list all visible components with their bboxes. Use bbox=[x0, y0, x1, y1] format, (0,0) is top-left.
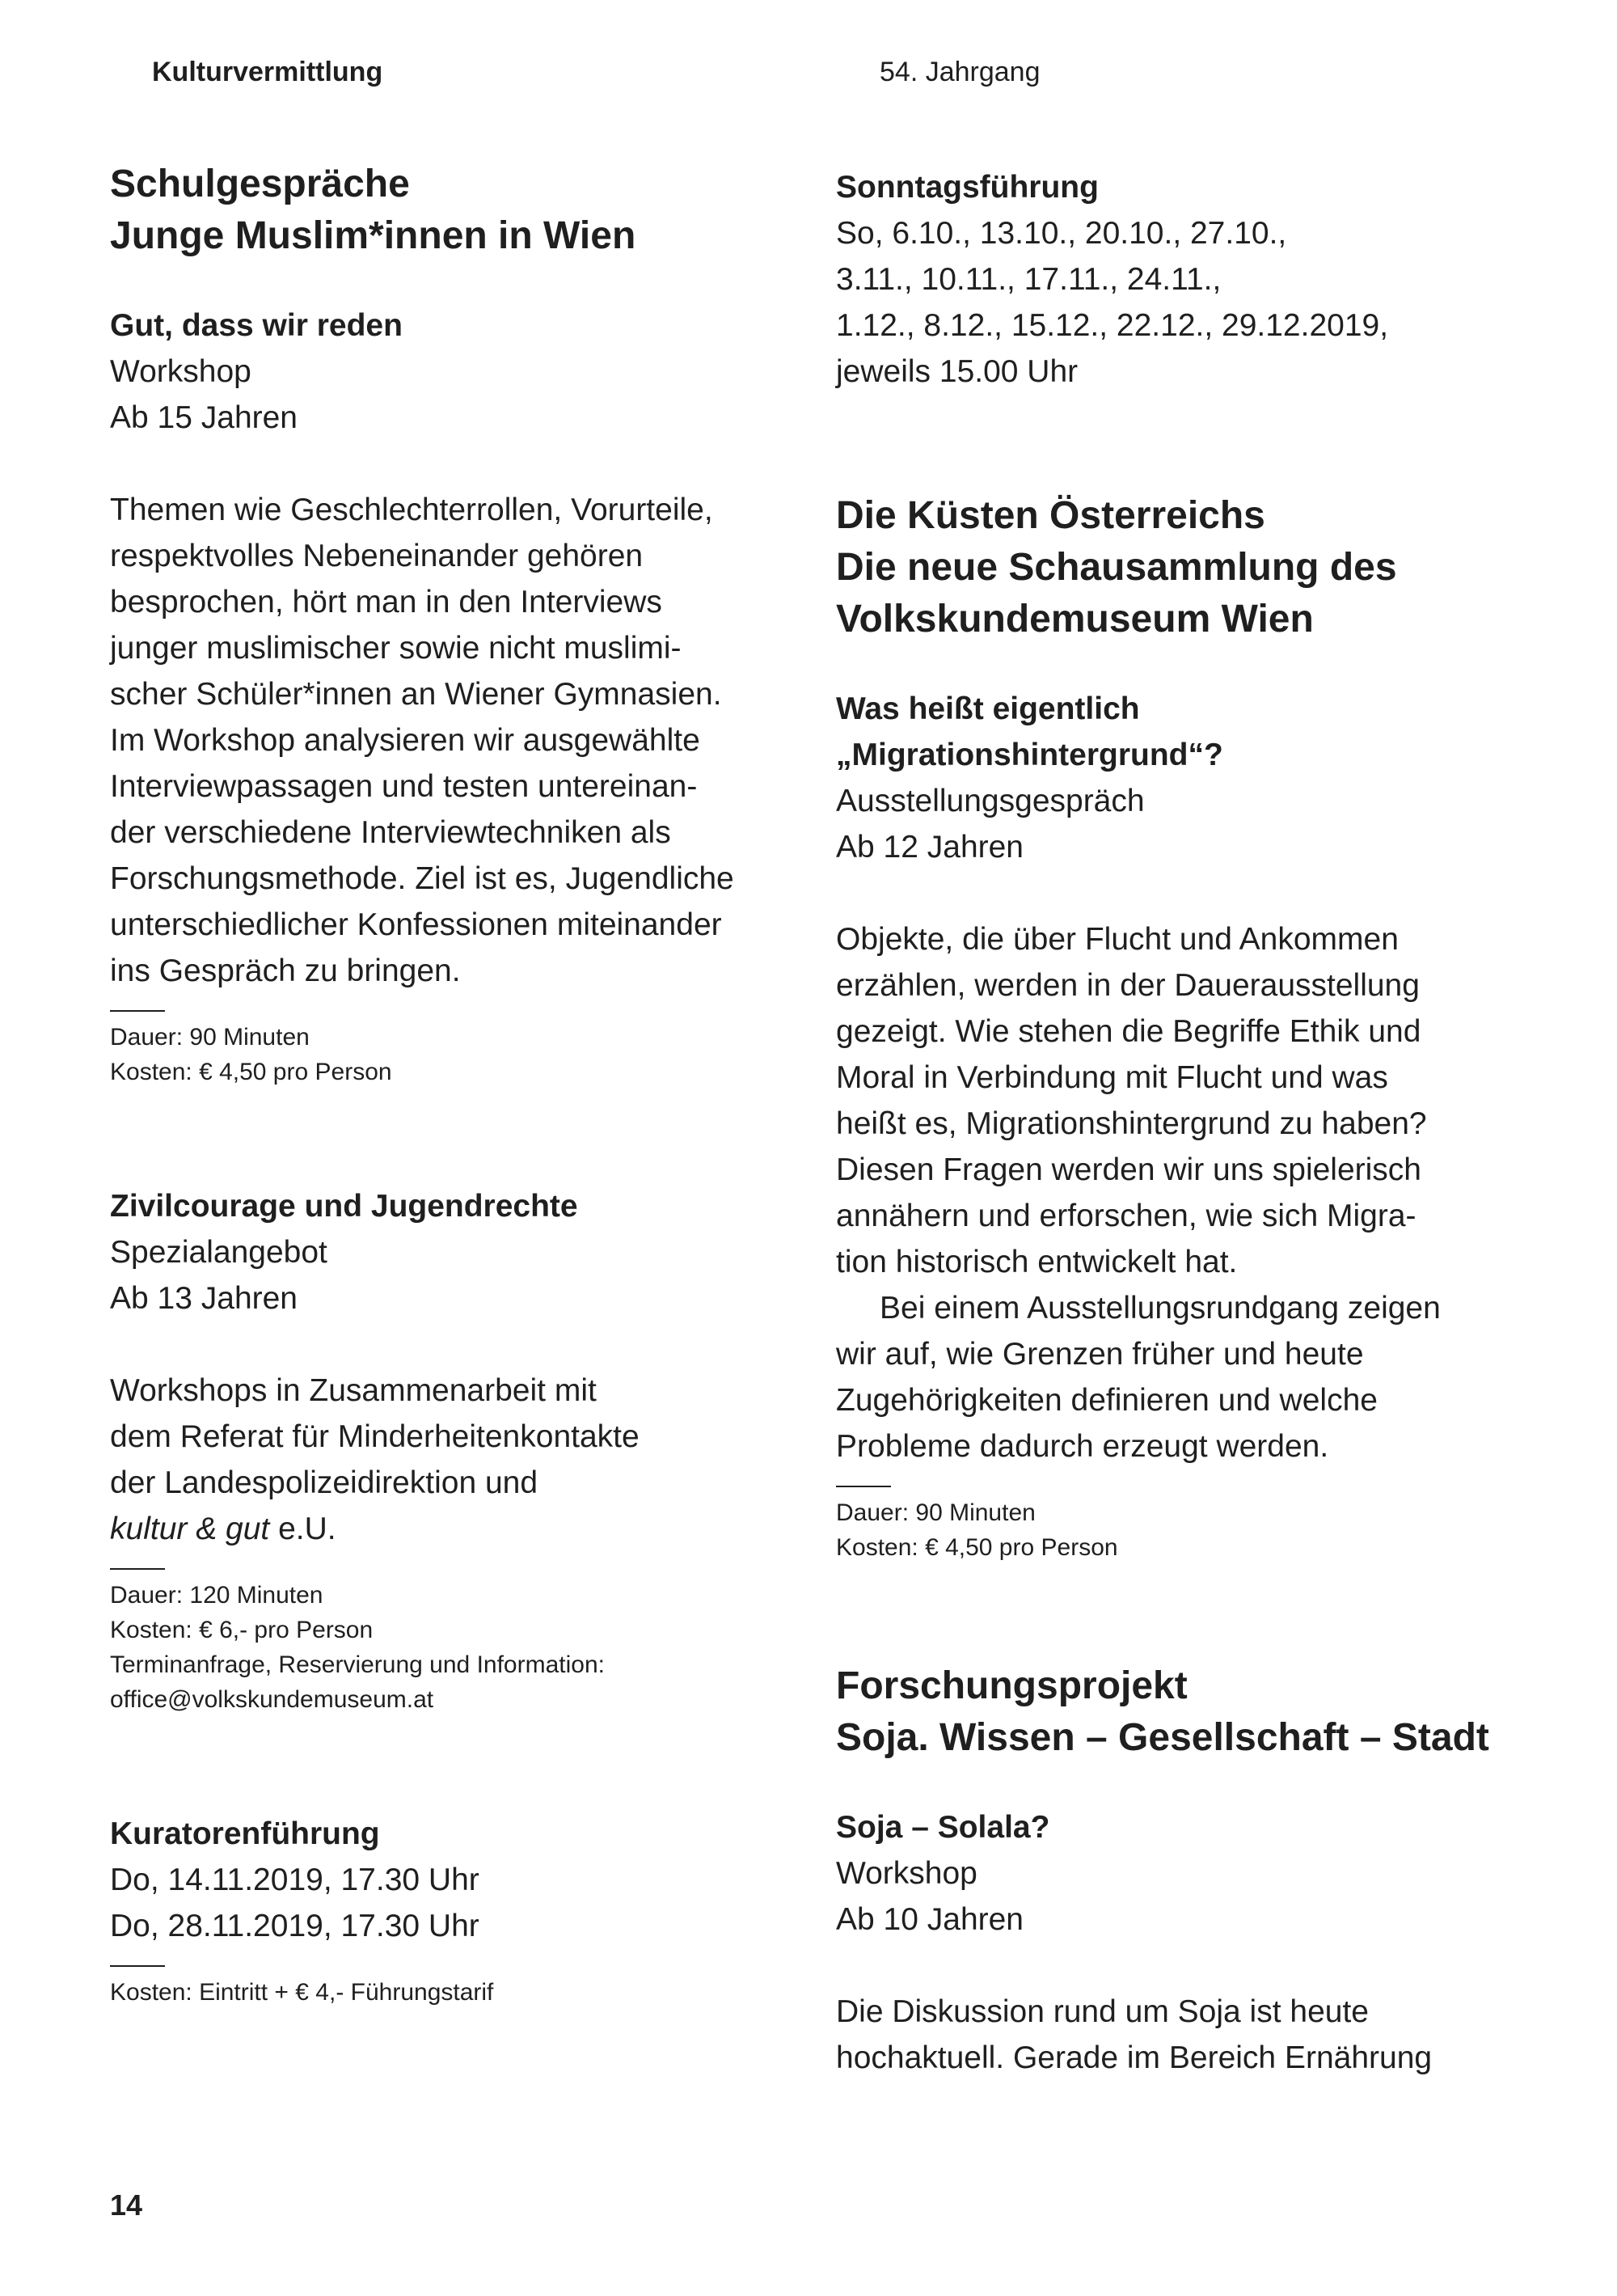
event-description: Themen wie Geschlechterrollen, Vorurteile, respektvolles Nebeneinander gehören besprochen, hört man in den Interviews junger muslimischer sowie nicht muslimi- scher Schüler*innen an Wiener Gymnasien. Im Workshop analysieren wir ausgewählte Interviewpassagen und testen untereinan- der verschiedene Interviewtechniken als Forschungsmethode. Ziel ist es, Jugendliche unterschiedlicher Konfessionen miteinander ins Gespräch zu bringen. bbox=[110, 493, 734, 988]
event-type: Ausstellungsgespräch bbox=[836, 784, 1145, 818]
event-type: Workshop bbox=[110, 354, 251, 389]
contact-email: office@volkskundemuseum.at bbox=[110, 1686, 434, 1713]
running-header-volume: 54. Jahrgang bbox=[880, 57, 1041, 87]
event-age: Ab 10 Jahren bbox=[836, 1902, 1024, 1937]
running-header-section: Kulturvermittlung bbox=[152, 57, 383, 87]
right-column bbox=[836, 164, 1539, 2081]
event-description: Die Diskussion rund um Soja ist heute hochaktuell. Gerade im Bereich Ernährung bbox=[836, 1994, 1433, 2075]
left-column bbox=[110, 159, 813, 2010]
event-type: Workshop bbox=[836, 1856, 977, 1891]
section-title-kuesten: Die Küsten Österreichs Die neue Schausammlung des Volkskundemuseum Wien bbox=[836, 494, 1397, 641]
section-title-forschungsprojekt: Forschungsprojekt Soja. Wissen – Gesellschaft – Stadt bbox=[836, 1664, 1489, 1759]
event-heading: Kuratorenführung bbox=[110, 1816, 380, 1851]
event-age: Ab 15 Jahren bbox=[110, 400, 298, 435]
event-description: Workshops in Zusammenarbeit mit dem Referat für Minderheitenkontakte der Landespolizeidirektion und kultur & gut e.U. bbox=[110, 1373, 640, 1546]
event-info: Dauer: 90 Minuten Kosten: € 4,50 pro Person bbox=[110, 1024, 392, 1085]
event-info: Dauer: 90 Minuten Kosten: € 4,50 pro Person bbox=[836, 1499, 1118, 1561]
section-title-schulgespraeche: Schulgespräche Junge Muslim*innen in Wien bbox=[110, 163, 636, 257]
event-heading: Sonntagsführung bbox=[836, 170, 1099, 205]
event-type: Spezialangebot bbox=[110, 1235, 327, 1270]
event-heading: Zivilcourage und Jugendrechte bbox=[110, 1189, 578, 1224]
kultur-und-gut-name: kultur & gut bbox=[110, 1512, 270, 1546]
event-description: Objekte, die über Flucht und Ankommen erzählen, werden in der Dauerausstellung gezeigt. Wie stehen die Begriffe Ethik und Moral in Verbindung mit Flucht und was heißt es, Migrationshintergrund zu haben? Diesen Fragen werden wir uns spielerisch annähern und erforschen, wie sich Migra- tion historisch entwickelt hat. Bei einem Ausstellungsrundgang zeigen wir auf, wie Grenzen früher und heute Zugehörigkeiten definieren und welche Probleme dadurch erzeugt werden. bbox=[836, 922, 1441, 1464]
event-heading: Was heißt eigentlich „Migrationshintergrund“? bbox=[836, 691, 1223, 772]
event-age: Ab 13 Jahren bbox=[110, 1281, 298, 1316]
event-dates: Do, 14.11.2019, 17.30 Uhr Do, 28.11.2019, 17.30 Uhr bbox=[110, 1863, 479, 1943]
event-heading: Gut, dass wir reden bbox=[110, 308, 403, 343]
event-info: Kosten: Eintritt + € 4,- Führungstarif bbox=[110, 1979, 494, 2006]
event-info: Dauer: 120 Minuten Kosten: € 6,- pro Person Terminanfrage, Reservierung und Information: office@volkskundemuseum.at bbox=[110, 1578, 813, 1717]
event-dates: So, 6.10., 13.10., 20.10., 27.10., 3.11., 10.11., 17.11., 24.11., 1.12., 8.12., 15.12., 22.12., 29.12.2019, jeweils 15.00 Uhr bbox=[836, 216, 1389, 389]
page-number: 14 bbox=[110, 2188, 143, 2222]
event-heading: Soja – Solala? bbox=[836, 1810, 1050, 1845]
event-age: Ab 12 Jahren bbox=[836, 830, 1024, 865]
